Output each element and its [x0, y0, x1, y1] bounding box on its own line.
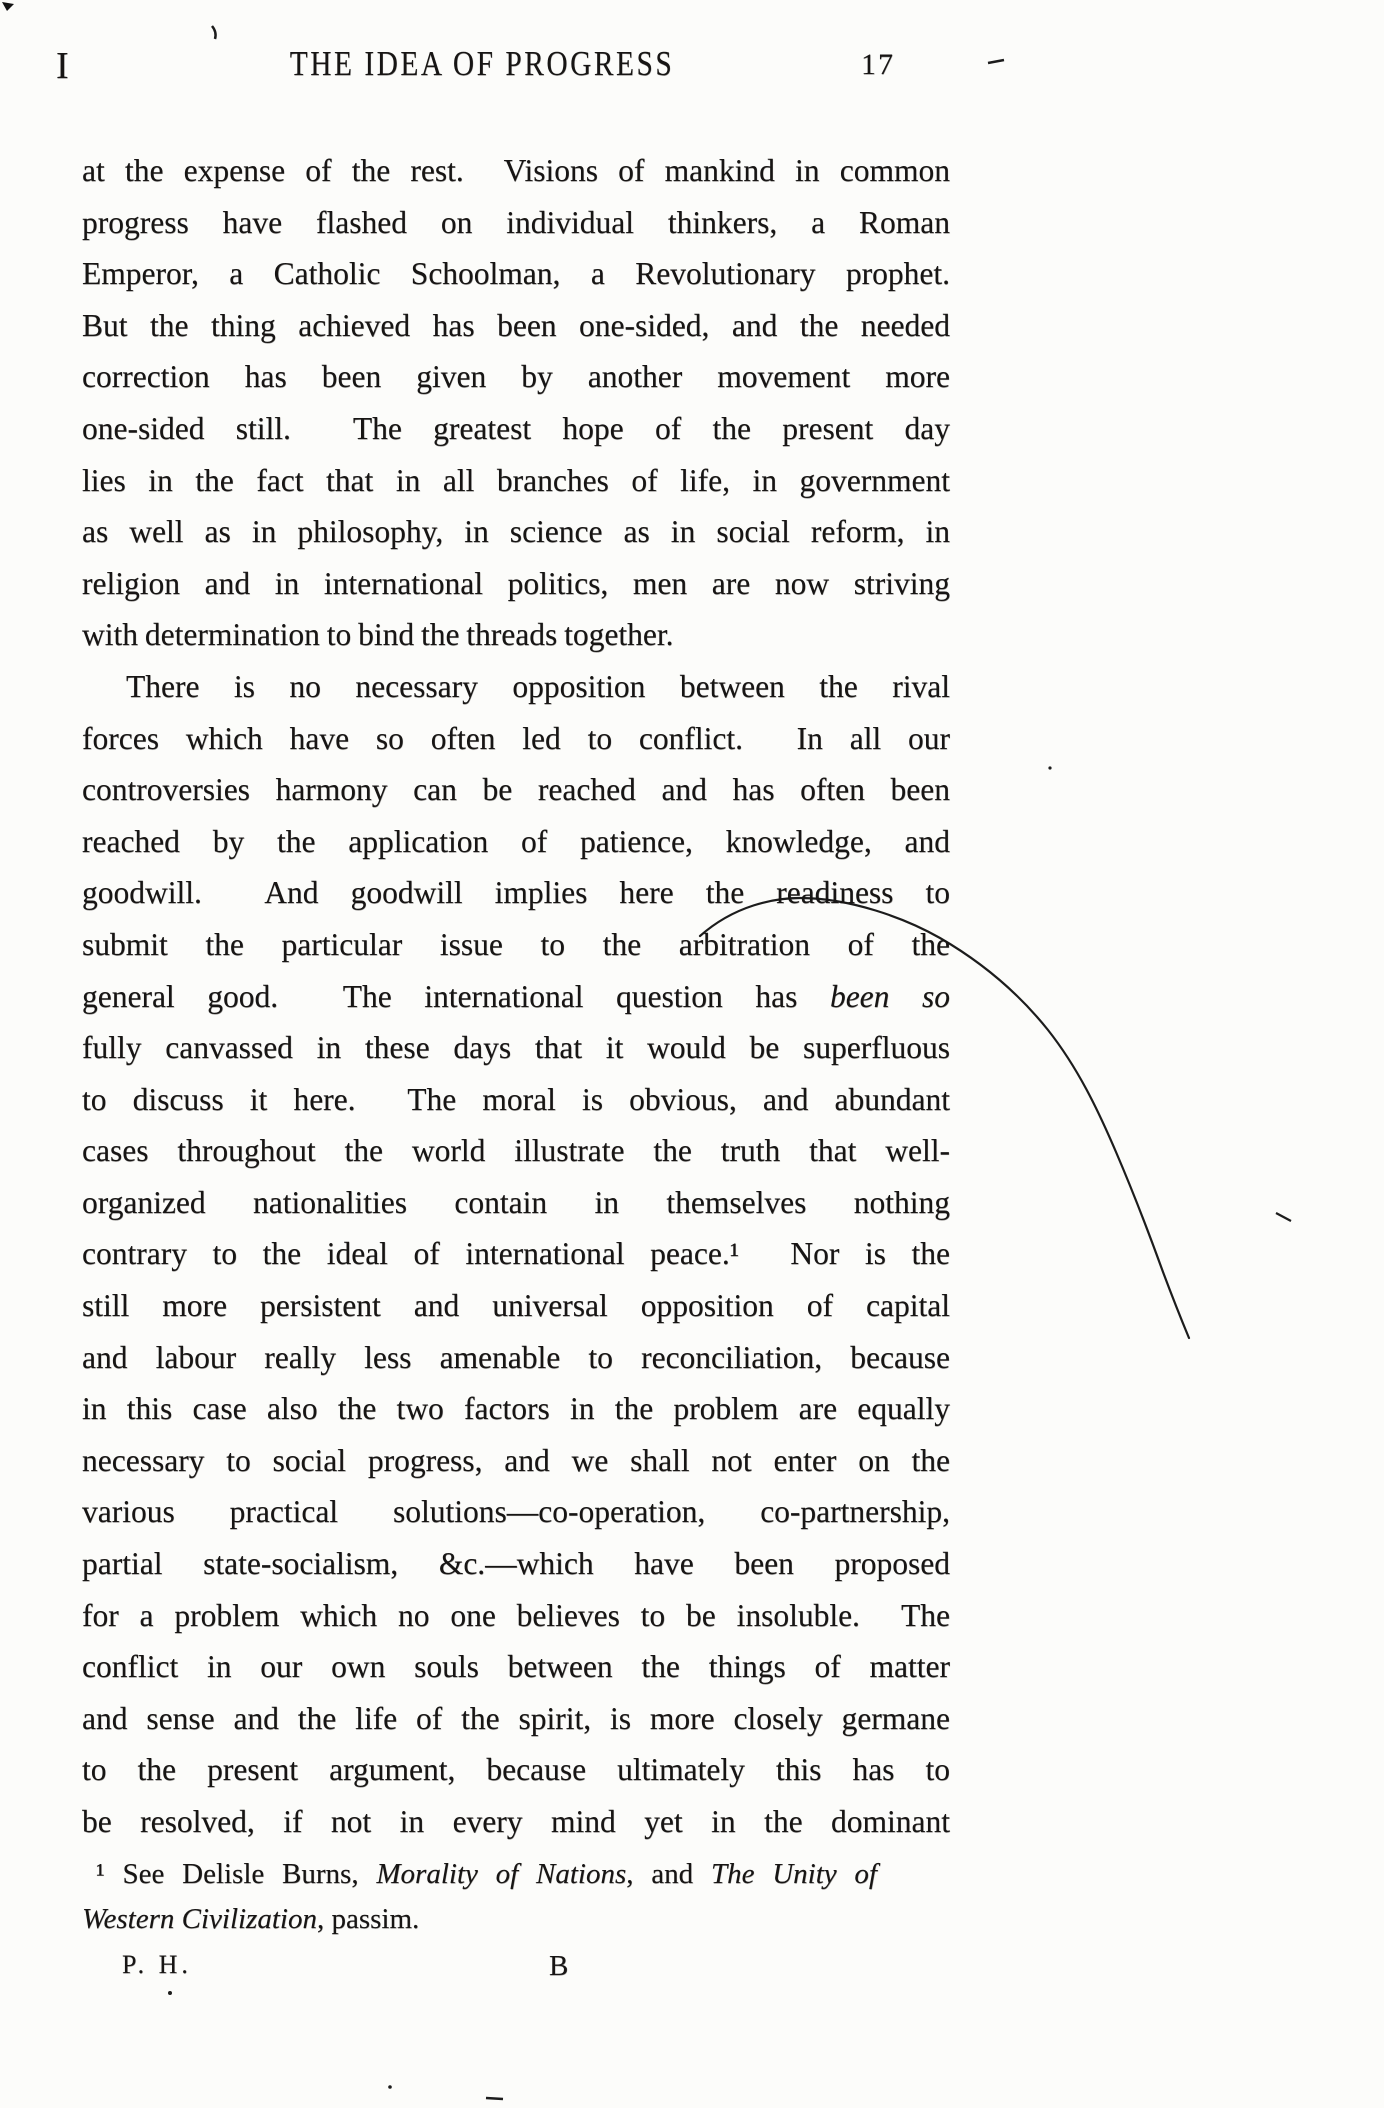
text-segment: various practical solutions—co-operation, co-partnership, [82, 1494, 950, 1530]
text-segment: and sense and the life of the spirit, is more closely germane [82, 1700, 950, 1736]
text-line [82, 351, 950, 403]
chapter-number: I [56, 45, 69, 87]
text-line [82, 1332, 950, 1384]
text-segment: There is no necessary opposition between the rival [126, 668, 950, 704]
text-segment: religion and in international politics, men are now striving [82, 565, 950, 601]
text-segment: contrary to the ideal of international peace.¹ Nor is the [82, 1236, 950, 1272]
text-line [82, 455, 950, 507]
text-segment: Western Civilization [82, 1903, 317, 1935]
text-segment: for a problem which no one believes to be insoluble. The [82, 1597, 950, 1633]
text-line [82, 1022, 950, 1074]
scan-speck [2, 2, 14, 11]
text-segment: one-sided still. The greatest hope of the present day [82, 410, 950, 446]
signature-letters: P. H. [122, 1950, 192, 1979]
text-line [82, 713, 950, 765]
text-line [82, 609, 950, 661]
text-segment: fully canvassed in these days that it would be superfluous [82, 1030, 950, 1066]
text-segment: general good. The international question has [82, 978, 830, 1014]
text-line [82, 197, 950, 249]
text-segment: ¹ See Delisle Burns, [96, 1858, 377, 1890]
page-header [56, 38, 950, 94]
text-segment: and labour really less amenable to reconciliation, because [82, 1339, 950, 1375]
text-line [82, 867, 950, 919]
text-line [82, 971, 950, 1023]
text-line [82, 1125, 950, 1177]
text-line [82, 1228, 950, 1280]
footnote [82, 1852, 877, 1942]
text-segment: at the expense of the rest. Visions of mankind in common [82, 153, 950, 188]
text-line [82, 506, 950, 558]
scan-speck [486, 2098, 503, 2099]
page-number: 17 [861, 48, 895, 81]
text-line [82, 558, 950, 610]
text-segment: cases throughout the world illustrate the truth that well- [82, 1133, 950, 1169]
text-segment: Emperor, a Catholic Schoolman, a Revolutionary prophet. [82, 256, 950, 292]
text-line [82, 1177, 950, 1229]
text-segment: reached by the application of patience, knowledge, and [82, 823, 950, 859]
text-segment: lies in the fact that in all branches of life, in government [82, 462, 950, 498]
text-line [82, 919, 950, 971]
running-title: THE IDEA OF PROGRESS [289, 44, 675, 83]
text-segment: , and [626, 1858, 711, 1890]
text-segment: submit the particular issue to the arbitration of the [82, 926, 950, 962]
text-segment: , passim. [316, 1903, 420, 1935]
scan-speck [1048, 766, 1051, 769]
text-line [82, 816, 950, 868]
text-segment: still more persistent and universal opposition of capital [82, 1288, 950, 1324]
text-segment: necessary to social progress, and we shall not enter on the [82, 1442, 950, 1478]
text-line [82, 1074, 950, 1126]
text-segment: But the thing achieved has been one-sided, and the needed [82, 307, 950, 343]
text-line [82, 1383, 950, 1435]
scan-speck [168, 1991, 172, 1995]
text-segment: correction has been given by another movement more [82, 359, 950, 395]
text-line [82, 1744, 950, 1796]
text-segment: in this case also the two factors in the problem are equally [82, 1391, 950, 1427]
scan-speck [1276, 1213, 1291, 1221]
text-segment: Morality of Nations [376, 1858, 627, 1890]
text-line [82, 1538, 950, 1590]
text-segment: conflict in our own souls between the things of matter [82, 1649, 950, 1685]
text-line [82, 661, 950, 713]
text-line [82, 1641, 950, 1693]
text-line [82, 145, 950, 197]
text-line [82, 1486, 950, 1538]
text-segment: partial state-socialism, &c.—which have been proposed [82, 1546, 950, 1582]
text-segment: to the present argument, because ultimately this has to [82, 1752, 950, 1788]
text-segment: progress have flashed on individual thinkers, a Roman [82, 204, 950, 240]
page-body-text [82, 145, 950, 1848]
text-segment: as well as in philosophy, in science as in social reform, in [82, 514, 950, 550]
text-line [82, 1280, 950, 1332]
text-segment: been so [829, 978, 950, 1014]
printers-mark: B [549, 1950, 569, 1982]
text-segment: be resolved, if not in every mind yet in the dominant [82, 1804, 950, 1839]
text-segment: with determination to bind the threads together. [82, 617, 674, 653]
text-line [82, 764, 950, 816]
text-line [82, 1796, 950, 1848]
text-line [82, 1852, 877, 1897]
text-line [82, 300, 950, 352]
text-segment: controversies harmony can be reached and has often been [82, 772, 950, 808]
text-line [82, 1897, 877, 1942]
text-segment: organized nationalities contain in themselves nothing [82, 1184, 950, 1220]
text-line [82, 1435, 950, 1487]
text-segment: forces which have so often led to conflict. In all our [82, 720, 950, 756]
scan-speck [388, 2085, 392, 2089]
text-segment: goodwill. And goodwill implies here the readiness to [82, 875, 950, 911]
text-line [82, 1693, 950, 1745]
text-segment: The Unity of [710, 1858, 877, 1890]
text-line [82, 403, 950, 455]
text-line [82, 248, 950, 300]
text-segment: to discuss it here. The moral is obvious, and abundant [82, 1081, 950, 1117]
scan-speck [988, 60, 1004, 63]
text-line [82, 1590, 950, 1642]
